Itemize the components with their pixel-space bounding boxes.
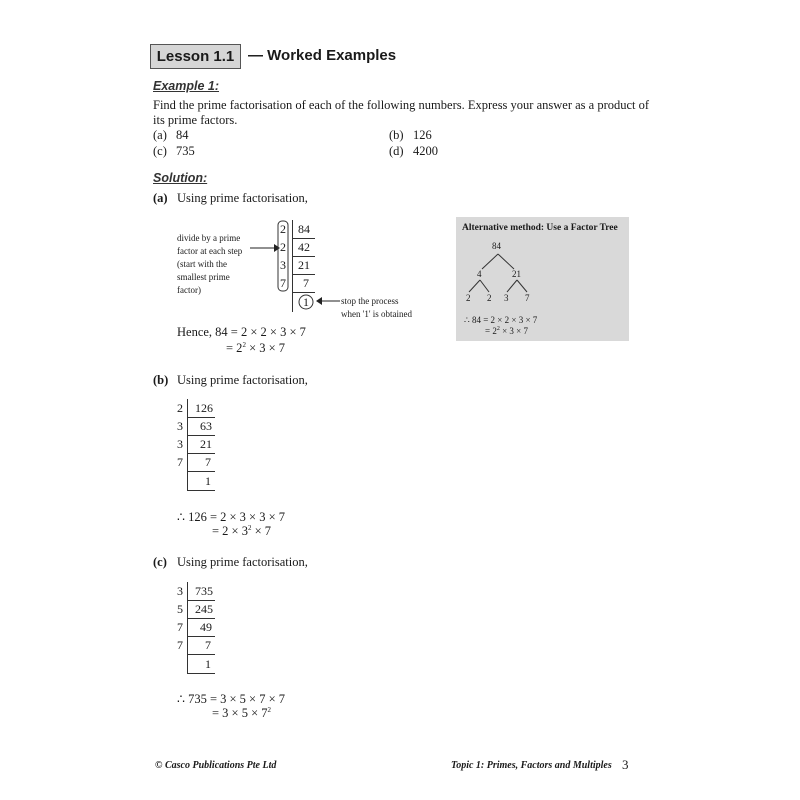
- ladder-b-quotient-3: 21: [200, 437, 212, 451]
- tree-leaf-4: 7: [525, 293, 530, 303]
- ladder-c-divisor-2: 5: [177, 602, 183, 616]
- solution-b-result-1: ∴ 126 = 2 × 3 × 3 × 7: [177, 510, 286, 524]
- solution-c-label: (c): [153, 555, 167, 569]
- ladder-a-quotient-5: 1: [303, 295, 309, 309]
- ladder-c-divisor-4: 7: [177, 638, 183, 652]
- alt-title: Alternative method: Use a Factor Tree: [462, 223, 618, 233]
- alt-result-2: = $2^2 \times 3 \times 7$: [485, 326, 528, 336]
- ladder-b-quotient-1: 126: [195, 401, 213, 415]
- solution-a-label: (a): [153, 191, 168, 205]
- solution-heading: Solution:: [153, 171, 208, 185]
- part-c-value: 735: [176, 144, 195, 158]
- part-a-value: 84: [176, 128, 189, 142]
- solution-c-result-2: = $3 \times 5 \times 7^2$: [212, 706, 272, 721]
- note-right-line-1: stop the process: [341, 296, 399, 306]
- ladder-b-quotient-5: 1: [205, 474, 211, 488]
- tree-mid-2: 21: [512, 269, 521, 279]
- ladder-a-divisor-3: 3: [280, 258, 286, 272]
- ladder-b-divisor-2: 3: [177, 419, 183, 433]
- tree-leaf-1: 2: [466, 293, 471, 303]
- instruction-line-2: its prime factors.: [153, 113, 238, 127]
- lesson-label: Lesson 1.1: [150, 44, 241, 69]
- example-heading: Example 1:: [153, 79, 220, 93]
- ladder-c-divisor-1: 3: [177, 584, 183, 598]
- note-left-line-4: smallest prime: [177, 272, 230, 282]
- note-left-line-3: (start with the: [177, 259, 227, 269]
- page-number: 3: [622, 757, 629, 772]
- note-left-line-1: divide by a prime: [177, 233, 241, 243]
- solution-b-method: Using prime factorisation,: [177, 373, 308, 387]
- instruction-line-1: Find the prime factorisation of each of the following numbers. Express your answer as a product of: [153, 98, 650, 112]
- alt-result-1: ∴ 84 = 2 × 2 × 3 × 7: [464, 315, 538, 325]
- ladder-a-quotient-3: 21: [298, 258, 310, 272]
- part-b-value: 126: [413, 128, 432, 142]
- ladder-a-divisor-2: 2: [280, 240, 286, 254]
- ladder-b-quotient-4: 7: [205, 455, 211, 469]
- ladder-a-quotient-2: 42: [298, 240, 310, 254]
- part-d-label: (d): [389, 144, 404, 158]
- part-a-label: (a): [153, 128, 167, 142]
- hence-line-1: Hence, 84 = 2 × 2 × 3 × 7: [177, 325, 306, 339]
- tree-mid-1: 4: [477, 269, 482, 279]
- solution-b-result-2: = $2 \times 3^2 \times 7$: [212, 524, 272, 539]
- arrow-left-icon: [316, 296, 340, 306]
- ladder-b-divisor-3: 3: [177, 437, 183, 451]
- tree-root: 84: [492, 241, 501, 251]
- part-d-value: 4200: [413, 144, 438, 158]
- ladder-c-quotient-4: 7: [205, 638, 211, 652]
- ladder-b-quotient-2: 63: [200, 419, 212, 433]
- note-right-line-2: when '1' is obtained: [341, 309, 412, 319]
- ladder-b-divisor-4: 7: [177, 455, 183, 469]
- note-left: [177, 232, 242, 297]
- ladder-c-divisor-3: 7: [177, 620, 183, 634]
- ladder-a-quotient-4: 7: [303, 276, 309, 290]
- solution-c-method: Using prime factorisation,: [177, 555, 308, 569]
- ladder-a-quotient-1: 84: [298, 222, 310, 236]
- note-right: [341, 295, 412, 321]
- solution-c-result-1: ∴ 735 = 3 × 5 × 7 × 7: [177, 692, 286, 706]
- lesson-title: — Worked Examples: [248, 47, 397, 64]
- note-left-line-2: factor at each step: [177, 246, 243, 256]
- ladder-c-quotient-5: 1: [205, 657, 211, 671]
- solution-a-method: Using prime factorisation,: [177, 191, 308, 205]
- ladder-c-quotient-1: 735: [195, 584, 213, 598]
- tree-leaf-2: 2: [487, 293, 492, 303]
- alternative-method-box: [456, 217, 629, 341]
- footer-publisher: © Casco Publications Pte Ltd: [155, 760, 277, 771]
- tree-leaf-3: 3: [504, 293, 509, 303]
- footer-topic: Topic 1: Primes, Factors and Multiples: [451, 760, 612, 771]
- hence-line-2: = $2^2 \times 3 \times 7$: [226, 341, 286, 356]
- part-c-label: (c): [153, 144, 167, 158]
- ladder-c-quotient-3: 49: [200, 620, 212, 634]
- ladder-a-divisor-4: 7: [280, 276, 286, 290]
- solution-b-label: (b): [153, 373, 169, 387]
- ladder-c-quotient-2: 245: [195, 602, 213, 616]
- ladder-b-divisor-1: 2: [177, 401, 183, 415]
- note-left-line-5: factor): [177, 285, 201, 295]
- ladder-a-divisor-1: 2: [280, 222, 286, 236]
- part-b-label: (b): [389, 128, 404, 142]
